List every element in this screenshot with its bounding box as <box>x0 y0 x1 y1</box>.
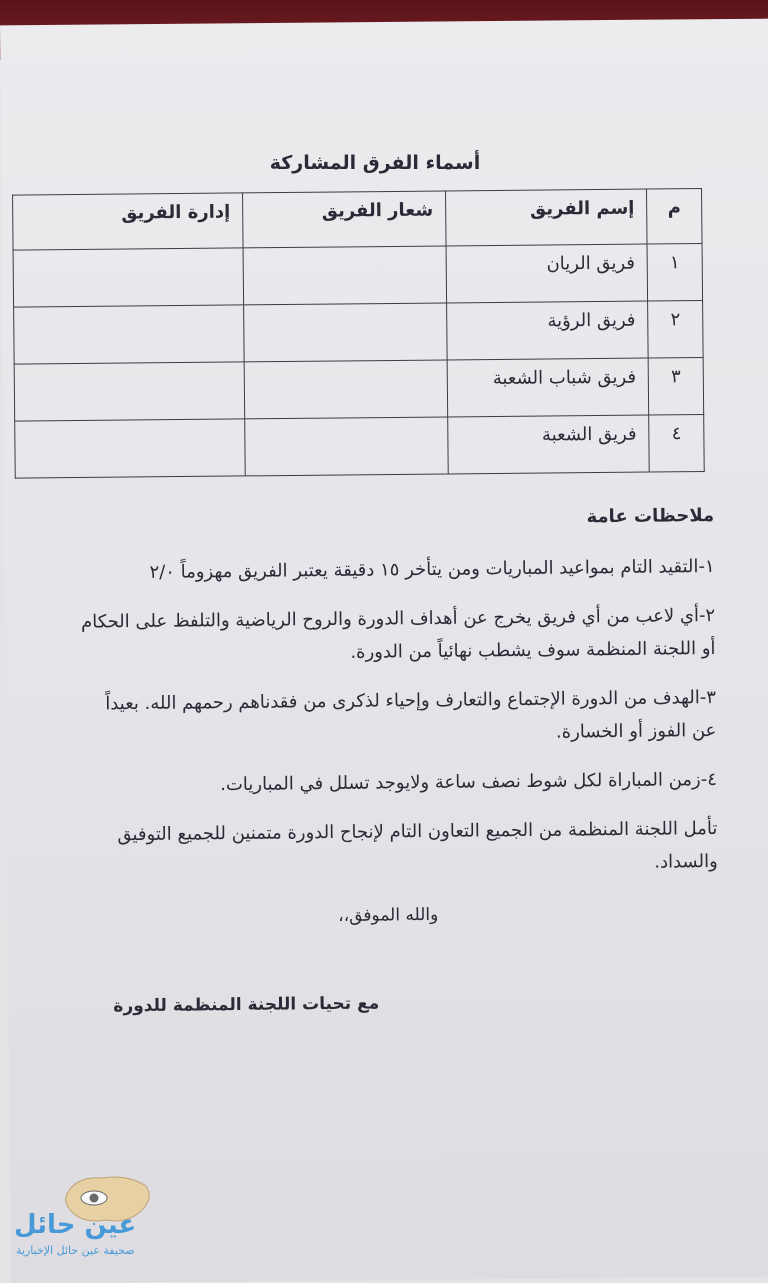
row-team-logo <box>243 246 446 305</box>
row-team-admin <box>14 305 245 364</box>
notes-heading: ملاحظات عامة <box>586 505 715 528</box>
row-number: ٢ <box>648 300 703 358</box>
watermark-subtitle: صحيفة عين حائل الإخبارية <box>16 1244 135 1257</box>
row-team-logo <box>244 303 447 362</box>
note-item: ٤-زمن المباراة لكل شوط نصف ساعة ولايوجد تسلل في المباريات. <box>220 768 717 796</box>
note-item: ٣-الهدف من الدورة الإجتماع والتعارف وإحياء لذكرى من فقدناهم رحمهم الله. بعيداً عن الفوز أو الخسارة. <box>105 686 717 743</box>
row-team-name: فريق شباب الشعبة <box>447 358 649 417</box>
row-number: ٤ <box>649 414 704 472</box>
closing-paragraph: تأمل اللجنة المنظمة من الجميع التعاون التام لإنجاح الدورة متمنين للجميع التوفيق والسداد. <box>117 817 718 873</box>
note-item: ٢-أي لاعب من أي فريق يخرج عن أهداف الدورة والروح الرياضية والتلفظ على الحكام أو اللجنة المنظمة سوف يشطب نهائياً من الدورة. <box>80 604 716 663</box>
watermark-logo <box>8 1172 168 1262</box>
table-row <box>15 414 705 478</box>
notes-section <box>74 505 719 1017</box>
header-team-admin: إدارة الفريق <box>13 193 244 250</box>
watermark-name: عين حائل <box>14 1210 137 1240</box>
table-header-row <box>13 189 702 251</box>
note-item: ١-التقيد التام بمواعيد المباريات ومن يتأخر ١٥ دقيقة يعتبر الفريق مهزوماً ٢/٠ <box>149 555 715 583</box>
table-row <box>14 300 704 364</box>
row-team-name: فريق الريان <box>446 244 648 303</box>
row-team-name: فريق الشعبة <box>448 415 650 474</box>
regards-line: مع تحيات اللجنة المنظمة للدورة <box>113 993 380 1017</box>
header-team-name: إسم الفريق <box>445 189 647 246</box>
teams-table <box>12 188 705 479</box>
row-number: ٣ <box>648 357 703 415</box>
row-team-admin <box>15 419 246 478</box>
row-team-logo <box>245 417 448 476</box>
row-team-admin <box>14 362 245 421</box>
row-number: ١ <box>647 244 702 302</box>
header-number: م <box>647 189 702 245</box>
row-team-name: فريق الرؤية <box>447 301 649 360</box>
table-row <box>14 357 704 421</box>
table-row <box>13 244 703 308</box>
row-team-admin <box>13 248 244 307</box>
signoff: والله الموفق،، <box>338 904 439 926</box>
document-title: أسماء الفرق المشاركة <box>269 152 481 174</box>
row-team-logo <box>244 360 447 419</box>
header-team-logo: شعار الفريق <box>243 191 446 248</box>
